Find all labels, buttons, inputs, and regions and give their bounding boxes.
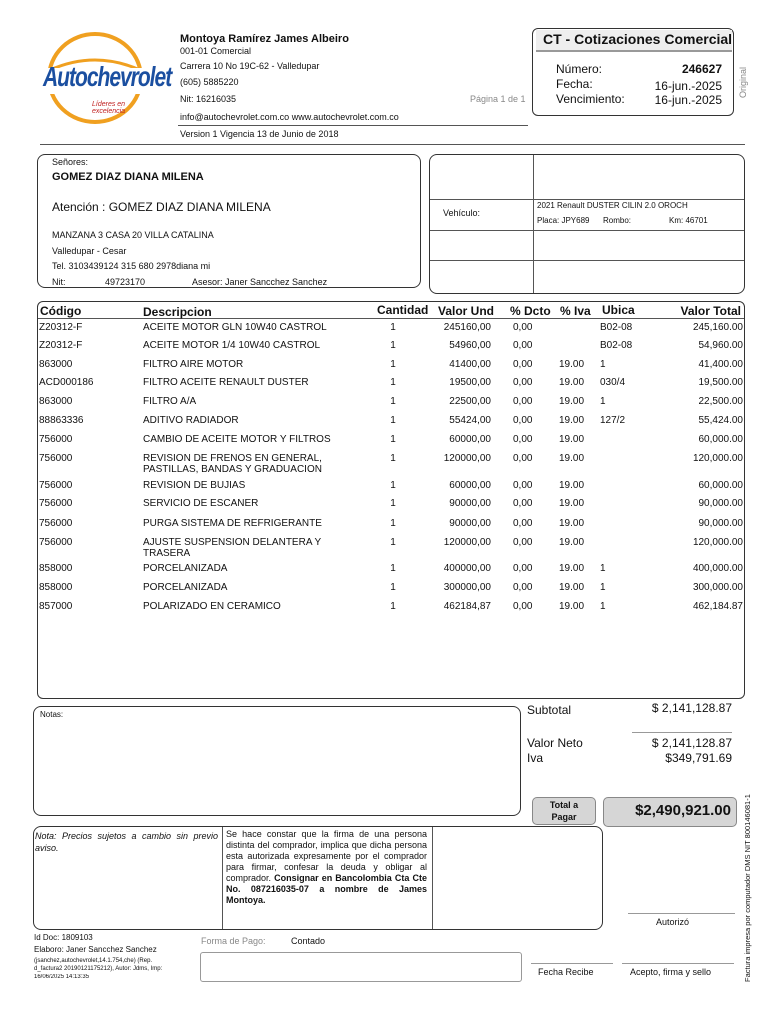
vehicle-placa: Placa: JPY689 [537, 216, 590, 225]
forma-pago-label: Forma de Pago: [201, 936, 266, 946]
numero-value: 246627 [681, 62, 722, 76]
subtotal-value: $ 2,141,128.87 [651, 701, 732, 715]
vehicle-label: Vehículo: [443, 208, 481, 218]
iva-value: $349,791.69 [665, 751, 732, 765]
header-code: Código [40, 304, 82, 318]
page-indicator: Página 1 de 1 [470, 94, 526, 104]
id-doc: Id Doc: 1809103 [34, 933, 93, 942]
price-note: Nota: Precios sujetos a cambio sin previo aviso. [35, 831, 218, 853]
fecha-recibe-label: Fecha Recibe [538, 967, 594, 977]
company-logo [40, 30, 172, 126]
numero-label: Número: [556, 62, 603, 76]
logo-slogan: Líderes en excelencia [92, 101, 126, 115]
original-label: Original [738, 66, 748, 98]
client-attention: Atención : GOMEZ DIAZ DIANA MILENA [52, 200, 271, 214]
client-nit: 49723170 [105, 277, 146, 287]
client-name: GOMEZ DIAZ DIANA MILENA [52, 171, 204, 183]
company-nit: Nit: 16216035 [180, 94, 237, 104]
header-cant: Cantidad [377, 303, 429, 317]
header-ubica: Ubica [602, 303, 635, 317]
printed-by-label: Factura impresa por computador DMS NIT 800146081-1 [743, 794, 752, 982]
logo-text: Autochevrolet [43, 62, 172, 93]
total-label-2: Pagar [551, 812, 577, 822]
senores-label: Señores: [52, 157, 89, 167]
payment-box [200, 952, 522, 982]
header-desc: Descripcion [143, 305, 212, 319]
header-iva: % Iva [560, 304, 591, 318]
vencimiento-value: 16-jun.-2025 [654, 93, 722, 107]
vencimiento-label: Vencimiento: [556, 92, 625, 106]
vehicle-km: Km: 46701 [669, 216, 708, 225]
notes-label: Notas: [40, 710, 64, 719]
company-phone: (605) 5885220 [180, 77, 239, 87]
client-address: MANZANA 3 CASA 20 VILLA CATALINA [52, 230, 214, 240]
client-city: Valledupar - Cesar [52, 246, 127, 256]
company-branch: 001-01 Comercial [180, 46, 252, 56]
forma-pago-value: Contado [291, 936, 326, 946]
system-info-1: (jsanchez,autochevrolet,14.1.754,che) (Rep. [34, 958, 153, 964]
subtotal-label: Subtotal [527, 703, 572, 717]
iva-label: Iva [527, 751, 544, 765]
total-value: $2,490,921.00 [635, 802, 731, 819]
company-contact: info@autochevrolet.com.co www.autochevrolet.com.co [180, 112, 399, 122]
company-name: Montoya Ramírez James Albeiro [180, 33, 349, 45]
document-title: CT - Cotizaciones Comercial [543, 31, 733, 47]
legal-text: Se hace constar que la firma de una persona distinta del comprador, implica que dicha persona esta autorizada expresamente por el comprador para firmar, confesar la deuda y obligar al comprador. Consignar en Bancolombia Cta Cte No. 087216035-07 a nombre de James Montoya. [226, 829, 427, 905]
fecha-value: 16-jun.-2025 [654, 79, 722, 93]
neto-value: $ 2,141,128.87 [651, 736, 732, 750]
header-dcto: % Dcto [510, 304, 551, 318]
elaboro: Elaboro: Janer Sancchez Sanchez [34, 945, 157, 954]
header-total: Valor Total [680, 304, 741, 318]
notes-box [33, 706, 521, 816]
company-address: Carrera 10 No 19C-62 - Valledupar [180, 61, 320, 71]
acepto-label: Acepto, firma y sello [630, 967, 712, 977]
client-nit-label: Nit: [52, 277, 66, 287]
autorizo-label: Autorizó [656, 917, 690, 927]
vehicle-desc: 2021 Renault DUSTER CILIN 2.0 OROCH [537, 201, 688, 210]
system-info-3: 16/06/2025 14:13:35 [34, 974, 90, 978]
system-info-2: d_factura2 20190121175212), Autor: Jdms, Imp: [34, 966, 163, 972]
total-label-1: Total a [549, 800, 579, 810]
document-version: Version 1 Vigencia 13 de Junio de 2018 [180, 129, 339, 139]
client-advisor: Asesor: Janer Sancchez Sanchez [192, 277, 328, 287]
neto-label: Valor Neto [527, 736, 583, 750]
header-vu: Valor Und [438, 304, 495, 318]
client-phone: Tel. 3103439124 315 680 2978diana mi [52, 261, 211, 271]
vehicle-rombo: Rombo: [603, 216, 632, 225]
fecha-label: Fecha: [556, 77, 593, 91]
